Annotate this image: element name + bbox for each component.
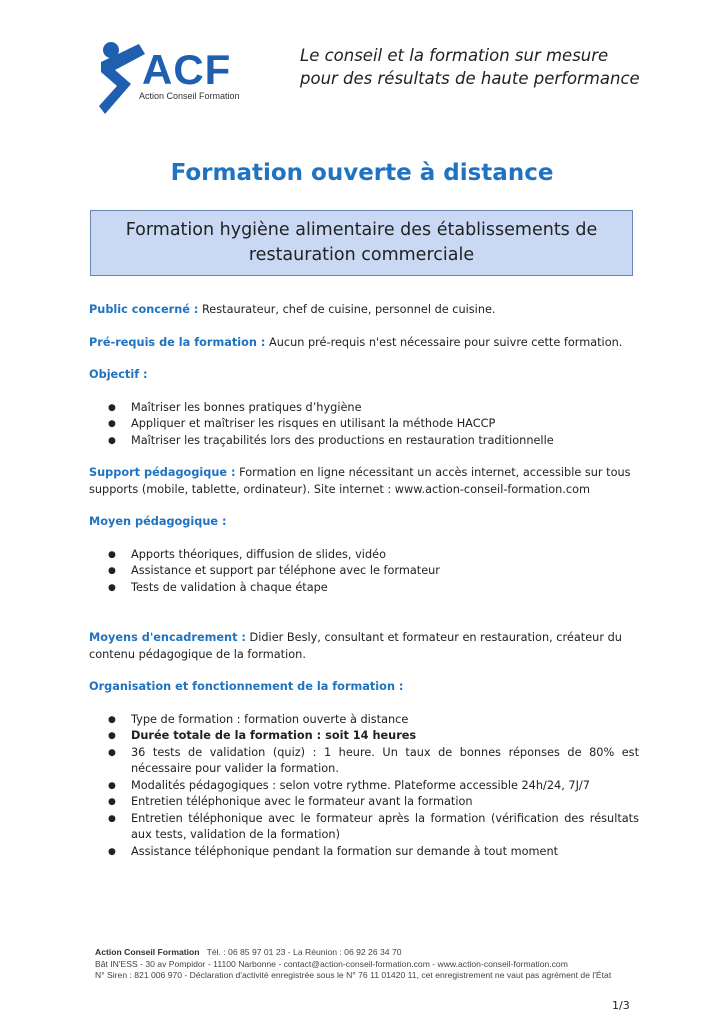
page-number: 1/3 (612, 999, 630, 1012)
list-item: ● Modalités pédagogiques : selon votre rythme. Plateforme accessible 24h/24, 7J/7 (89, 778, 639, 795)
page-title: Formation ouverte à distance (170, 160, 554, 186)
list-item: ● Maîtriser les bonnes pratiques d’hygiène (89, 400, 639, 417)
footer-phones: Tél. : 06 85 97 01 23 - La Réunion : 06 92 26 34 70 (199, 947, 402, 957)
list-item: ● Assistance et support par téléphone avec le formateur (89, 563, 639, 580)
list-item: ● Durée totale de la formation : soit 14 heures (89, 728, 639, 745)
public-text: Restaurateur, chef de cuisine, personnel de cuisine. (198, 303, 496, 316)
objectif-list (89, 400, 639, 450)
tagline (300, 44, 700, 90)
footer-line-2: Bât IN'ESS - 30 av Pompidor - 11100 Narbonne - contact@action-conseil-formation.com - www.action-conseil-formation.com (95, 958, 568, 969)
organisation-list (89, 712, 639, 861)
list-item: ● Apports théoriques, diffusion de slides, vidéo (89, 547, 639, 564)
logo-text: ACF (142, 46, 232, 93)
prerequis-section (89, 335, 639, 352)
list-item: ● Appliquer et maîtriser les risques en utilisant la méthode HACCP (89, 416, 639, 433)
encadrement-label: Moyens d'encadrement : (89, 631, 246, 644)
prerequis-text: Aucun pré-requis n'est nécessaire pour suivre cette formation. (265, 335, 623, 349)
public-section (89, 302, 639, 319)
footer-line-1 (95, 947, 655, 959)
organisation-label: Organisation et fonctionnement de la formation : (89, 680, 404, 693)
list-item: ● Tests de validation à chaque étape (89, 580, 639, 597)
footer-company: Action Conseil Formation (95, 947, 200, 957)
list-item: ● 36 tests de validation (quiz) : 1 heure. Un taux de bonnes réponses de 80% est nécessaire pour valider la formation. (89, 745, 639, 778)
public-label: Public concerné : (89, 303, 199, 316)
encadrement-text: Didier Besly, consultant et formateur en restauration, créateur du contenu pédagogique de la formation. (89, 631, 622, 661)
logo-figure-icon (97, 40, 147, 118)
course-title-box (90, 210, 633, 276)
footer-line-3: N° Siren : 821 006 970 - Déclaration d'activité enregistrée sous le N° 76 11 01420 11, cet enregistrement ne vaut pas agrément de l'État (95, 970, 612, 980)
list-item: ● Assistance téléphonique pendant la formation sur demande à tout moment (89, 844, 639, 861)
list-item: ● Type de formation : formation ouverte à distance (89, 712, 639, 729)
footer (95, 947, 655, 982)
encadrement-section (89, 630, 639, 663)
moyen-label: Moyen pédagogique : (89, 515, 227, 528)
tagline-line-1: Le conseil et la formation sur mesure (300, 46, 609, 65)
support-section (89, 465, 639, 498)
list-item: ● Entretien téléphonique avec le formateur avant la formation (89, 794, 639, 811)
tagline-line-2: pour des résultats de haute performance (300, 69, 640, 88)
course-title-line-1: Formation hygiène alimentaire des établissements de (125, 220, 598, 240)
document-body (89, 302, 639, 860)
list-item: ● Maîtriser les traçabilités lors des productions en restauration traditionnelle (89, 433, 639, 450)
prerequis-label: Pré-requis de la formation : (89, 335, 266, 349)
logo-subtitle: Action Conseil Formation (139, 91, 240, 101)
list-item: ● Entretien téléphonique avec le formateur après la formation (vérification des résultats aux tests, validation de la formation) (89, 811, 639, 844)
support-text: Formation en ligne nécessitant un accès internet, accessible sur tous supports (mobile, tablette, ordinateur). Site internet : www.action-conseil-formation.com (89, 466, 631, 496)
objectif-label: Objectif : (89, 368, 148, 381)
moyen-list (89, 547, 639, 597)
course-title-line-2: restauration commerciale (248, 245, 475, 265)
support-label: Support pédagogique : (89, 466, 236, 479)
